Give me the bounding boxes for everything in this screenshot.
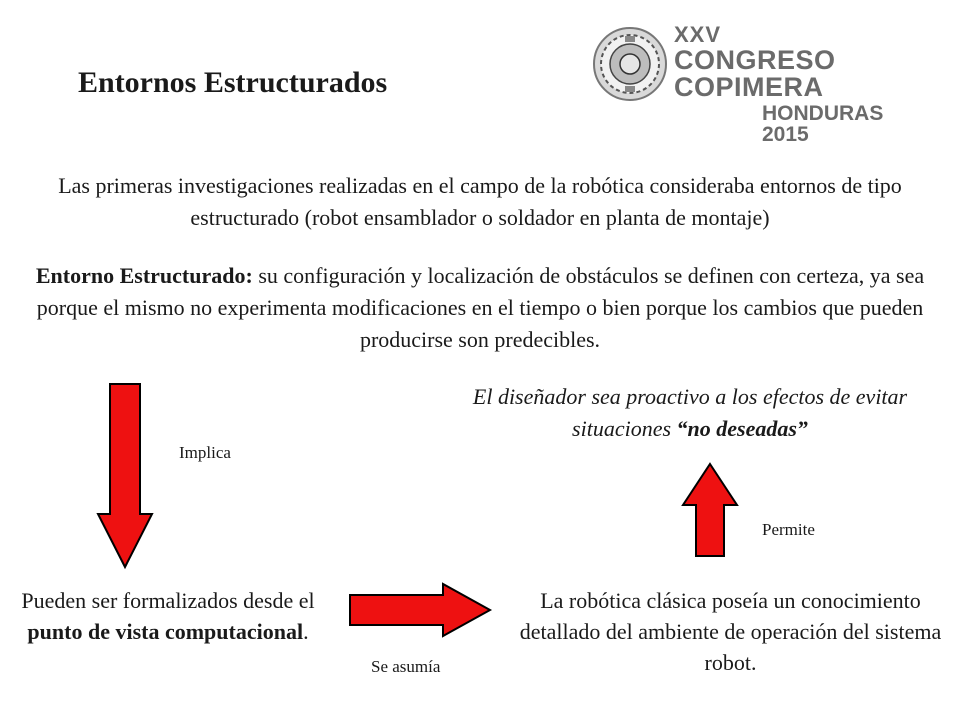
formalized-text — [18, 585, 318, 647]
se-asumia-label: Se asumía — [371, 657, 441, 676]
permite-label: Permite — [762, 520, 815, 539]
goal-text — [440, 381, 940, 445]
definition-text: su configuración y localización de obstáculos se definen con certeza, ya sea porque el mismo no experimenta modificaciones en el tiempo o bien porque los cambios que pueden producirse son predecibles. — [36, 263, 925, 352]
up-arrow-icon — [680, 462, 740, 558]
intro-paragraph: Las primeras investigaciones realizadas en el campo de la robótica consideraba entornos de tipo estructurado (robot ensamblador o soldador en planta de montaje) — [58, 173, 902, 230]
slide-title: Entornos Estructurados — [78, 66, 388, 99]
definition-paragraph — [30, 260, 930, 356]
implica-label: Implica — [179, 443, 231, 462]
logo-line-congreso: CONGRESO COPIMERA — [674, 45, 836, 102]
logo-line-xxv: XXV — [674, 22, 722, 47]
congress-logo — [592, 22, 922, 146]
right-arrow-icon — [348, 582, 493, 638]
classic-robotics-text: La robótica clásica poseía un conocimiento detallado del ambiente de operación del sistema robot. — [519, 588, 942, 675]
seal-icon — [592, 24, 668, 104]
goal-emphasis: “no deseadas” — [676, 416, 808, 441]
formalized-emphasis: punto de vista computacional — [27, 619, 304, 644]
formalized-suffix: . — [303, 619, 309, 644]
logo-line-honduras: HONDURAS 2015 — [762, 102, 884, 146]
goal-prefix: El diseñador sea proactivo a los efectos de evitar situaciones — [472, 384, 908, 441]
formalized-prefix: Pueden ser formalizados desde el — [21, 588, 315, 613]
down-arrow-icon — [95, 382, 155, 570]
definition-term: Entorno Estructurado: — [35, 263, 253, 288]
